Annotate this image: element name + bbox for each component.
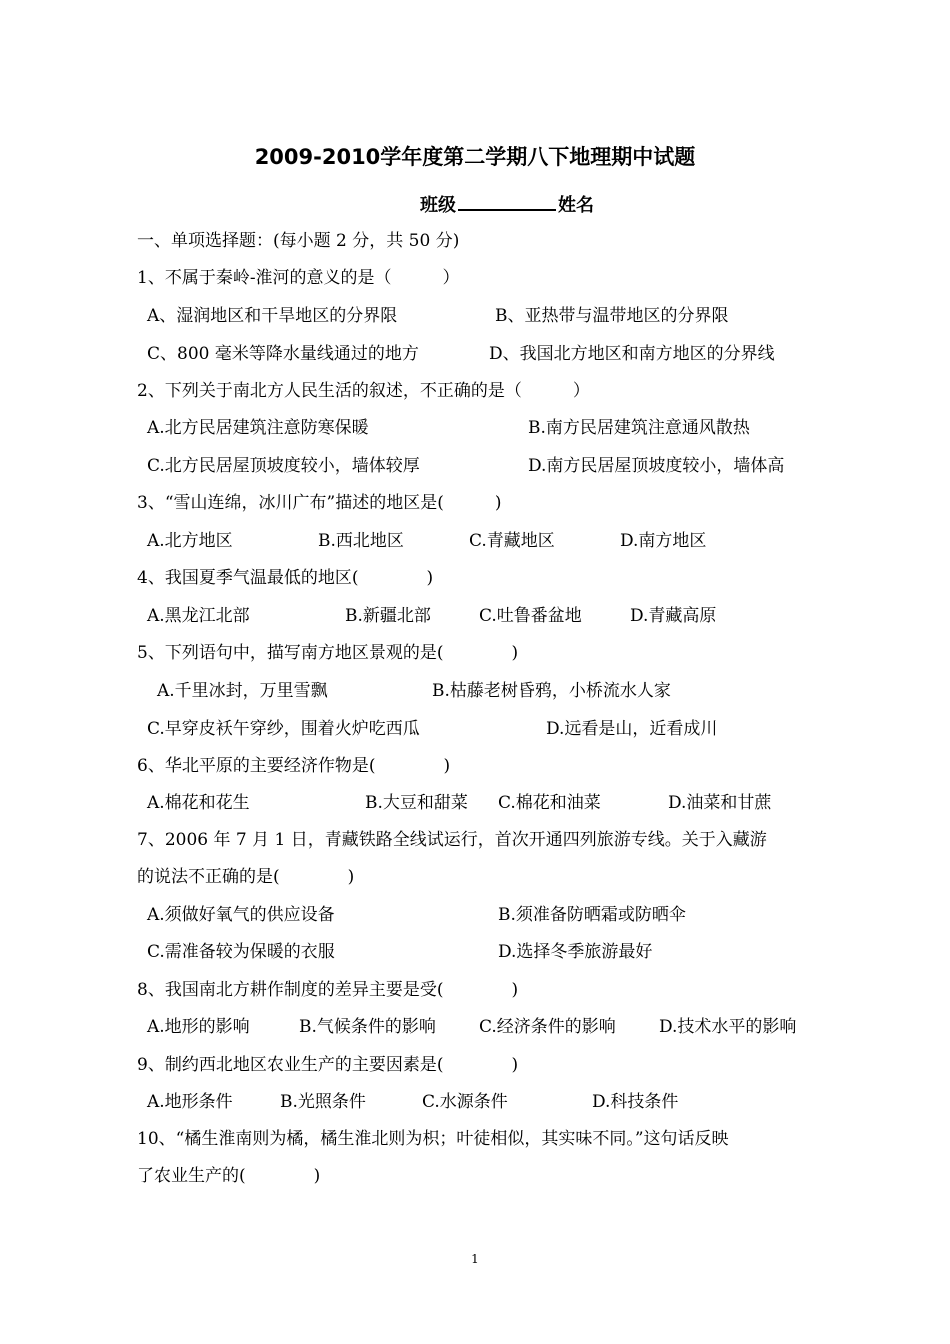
question-2-stem: 2、下列关于南北方人民生活的叙述，不正确的是（ ） [137,381,590,401]
question-5-stem: 5、下列语句中，描写南方地区景观的是( ) [137,643,519,663]
question-5-option-d: D.远看是山，近看成川 [546,719,718,739]
question-1-stem: 1、不属于秦岭-淮河的意义的是（ ） [137,268,460,288]
question-7-option-b: B.须准备防晒霜或防晒伞 [498,905,686,925]
question-5-option-c: C.早穿皮袄午穿纱，围着火炉吃西瓜 [147,719,420,739]
question-1-option-c: C、800 毫米等降水量线通过的地方 [147,344,419,364]
question-7-stem-line-2: 的说法不正确的是( ) [137,867,355,887]
question-3-option-b: B.西北地区 [318,531,404,551]
question-6-option-a: A.棉花和花生 [147,793,250,813]
question-2-option-c: C.北方民居屋顶坡度较小，墙体较厚 [147,456,420,476]
class-label: 班级 [420,195,456,216]
question-1-option-d: D、我国北方地区和南方地区的分界线 [489,344,775,364]
question-3-option-d: D.南方地区 [620,531,707,551]
question-8-option-b: B.气候条件的影响 [299,1017,436,1037]
question-9-option-d: D.科技条件 [592,1092,679,1112]
question-6-stem: 6、华北平原的主要经济作物是( ) [137,756,451,776]
question-8-option-a: A.地形的影响 [147,1017,250,1037]
question-9-option-c: C.水源条件 [422,1092,508,1112]
question-10-stem-line-1: 10、“橘生淮南则为橘，橘生淮北则为枳；叶徒相似，其实味不同。”这句话反映 [137,1129,729,1149]
question-10-stem-line-2: 了农业生产的( ) [137,1166,321,1186]
question-3-option-a: A.北方地区 [147,531,233,551]
page-number: 1 [471,1252,479,1266]
class-blank[interactable] [458,191,556,211]
question-6-option-d: D.油菜和甘蔗 [668,793,772,813]
question-6-option-b: B.大豆和甜菜 [365,793,468,813]
question-5-option-b: B.枯藤老树昏鸦，小桥流水人家 [432,681,671,701]
question-8-stem: 8、我国南北方耕作制度的差异主要是受( ) [137,980,519,1000]
question-5-option-a: A.千里冰封，万里雪飘 [157,681,328,701]
question-6-option-c: C.棉花和油菜 [498,793,601,813]
page-title: 2009-2010学年度第二学期八下地理期中试题 [254,145,696,169]
question-4-option-d: D.青藏高原 [630,606,717,626]
question-3-stem: 3、“雪山连绵，冰川广布”描述的地区是( ) [137,493,502,513]
class-name-line [420,191,594,219]
question-2-option-a: A.北方民居建筑注意防寒保暖 [147,418,369,438]
question-9-stem: 9、制约西北地区农业生产的主要因素是( ) [137,1055,519,1075]
question-1-option-b: B、亚热带与温带地区的分界限 [495,306,729,326]
question-4-stem: 4、我国夏季气温最低的地区( ) [137,568,434,588]
question-4-option-b: B.新疆北部 [345,606,431,626]
question-8-option-c: C.经济条件的影响 [479,1017,616,1037]
section-heading: 一、单项选择题：(每小题 2 分，共 50 分) [137,231,460,251]
question-9-option-b: B.光照条件 [280,1092,366,1112]
question-2-option-d: D.南方民居屋顶坡度较小，墙体高 [528,456,785,476]
question-8-option-d: D.技术水平的影响 [659,1017,797,1037]
question-9-option-a: A.地形条件 [147,1092,233,1112]
question-3-option-c: C.青藏地区 [469,531,555,551]
question-7-option-d: D.选择冬季旅游最好 [498,942,653,962]
question-2-option-b: B.南方民居建筑注意通风散热 [528,418,750,438]
question-7-option-a: A.须做好氧气的供应设备 [147,905,335,925]
question-7-stem-line-1: 7、2006 年 7 月 1 日，青藏铁路全线试运行，首次开通四列旅游专线。关于入藏游 [137,830,767,850]
question-1-option-a: A、湿润地区和干旱地区的分界限 [147,306,398,326]
question-4-option-c: C.吐鲁番盆地 [479,606,582,626]
question-4-option-a: A.黑龙江北部 [147,606,250,626]
question-7-option-c: C.需准备较为保暖的衣服 [147,942,335,962]
name-label: 姓名 [558,195,594,216]
